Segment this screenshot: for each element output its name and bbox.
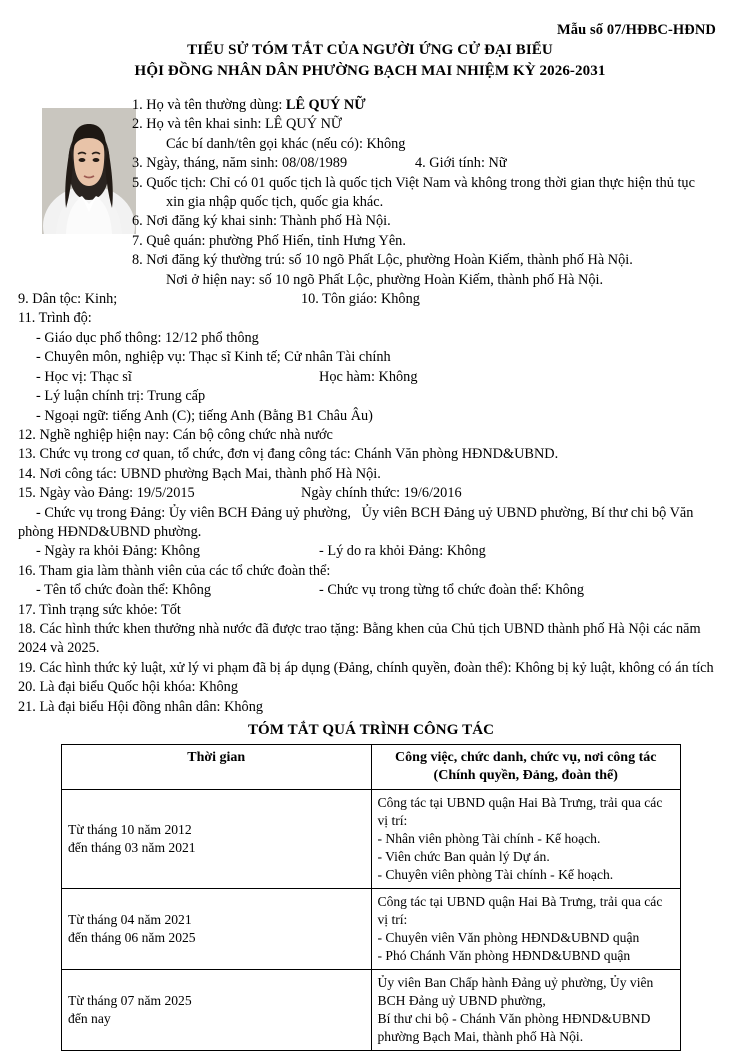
period-line-2: đến tháng 03 năm 2021: [68, 840, 196, 856]
table-row: [62, 790, 681, 889]
field-organization-position: - Chức vụ trong từng tổ chức đoàn thể: Không: [319, 582, 585, 599]
field-degree-title: [18, 368, 724, 387]
field-religion: 10. Tôn giáo: Không: [301, 291, 420, 308]
work-history-table: [61, 744, 681, 1051]
detail-line: Công tác tại UBND quận Hai Bà Trưng, trải qua các vị trí:: [377, 795, 666, 829]
field-awards-line1: 18. Các hình thức khen thưởng nhà nước đã được trao tặng: Bằng khen của Chủ tịch UBND thành phố Hà Nội các năm: [18, 620, 701, 637]
detail-line: - Phó Chánh Văn phòng HĐND&UBND quận: [377, 948, 631, 964]
field-position: 13. Chức vụ trong cơ quan, tổ chức, đơn vị đang công tác: Chánh Văn phòng HĐND&UBND.: [18, 446, 559, 463]
document-title: [0, 40, 740, 82]
field-party-position-line1: - Chức vụ trong Đảng: Ủy viên BCH Đảng uỷ phường, Ủy viên BCH Đảng uỷ UBND phường, Bí thư chi bộ Văn: [36, 504, 694, 521]
field-organizations: [18, 581, 724, 600]
detail-line: Ủy viên Ban Chấp hành Đảng uỷ phường, Ủy viên BCH Đảng uỷ UBND phường,: [377, 975, 657, 1009]
document-body: [18, 96, 724, 1051]
field-alias: Các bí danh/tên gọi khác (nếu có): Không: [166, 135, 406, 152]
period-line-1: Từ tháng 04 năm 2021: [68, 912, 192, 928]
period-line-1: Từ tháng 10 năm 2012: [68, 822, 192, 838]
field-general-education: - Giáo dục phổ thông: 12/12 phổ thông: [36, 329, 259, 346]
period-line-1: Từ tháng 07 năm 2025: [68, 993, 192, 1009]
field-ethnicity: 9. Dân tộc: Kinh;: [18, 291, 118, 308]
header-work-line1: Công việc, chức danh, chức vụ, nơi công tác: [395, 750, 657, 766]
header-period: Thời gian: [62, 745, 372, 790]
cell-details: [371, 790, 681, 889]
field-workplace: 14. Nơi công tác: UBND phường Bạch Mai, thành phố Hà Nội.: [18, 465, 381, 482]
field-party-position-line2: phòng HĐND&UBND phường.: [18, 523, 202, 540]
table-header-row: [62, 745, 681, 790]
field-national-assembly-deputy: 20. Là đại biểu Quốc hội khóa: Không: [18, 679, 238, 696]
field-discipline: 19. Các hình thức kỷ luật, xử lý vi phạm đã bị áp dụng (Đảng, chính quyền, đoàn thể): Không bị kỷ luật, không có án tích: [18, 659, 714, 676]
field-full-name-label: 1. Họ và tên thường dùng:: [132, 97, 286, 113]
field-professional-qualification: - Chuyên môn, nghiệp vụ: Thạc sĩ Kinh tế; Cử nhân Tài chính: [36, 349, 391, 366]
field-occupation: 12. Nghề nghiệp hiện nay: Cán bộ công chức nhà nước: [18, 426, 333, 443]
table-row: [62, 889, 681, 970]
field-party-exit-date: - Ngày ra khỏi Đảng: Không: [36, 543, 200, 560]
field-ethnicity-religion: [18, 290, 724, 309]
field-permanent-residence: 8. Nơi đăng ký thường trú: số 10 ngõ Phất Lộc, phường Hoàn Kiếm, thành phố Hà Nội.: [132, 252, 633, 269]
form-code: Mẫu số 07/HĐBC-HĐND: [557, 22, 716, 38]
field-nationality-line2: xin gia nhập quốc tịch, quốc gia khác.: [166, 194, 384, 211]
field-dob: 3. Ngày, tháng, năm sinh: 08/08/1989: [132, 155, 348, 172]
cell-details: [371, 889, 681, 970]
field-academic-degree: - Học vị: Thạc sĩ: [36, 368, 132, 385]
detail-line: - Chuyên viên Văn phòng HĐND&UBND quận: [377, 930, 640, 946]
cell-period: [62, 790, 372, 889]
detail-line: Công tác tại UBND quận Hai Bà Trưng, trải qua các vị trí:: [377, 894, 666, 928]
cell-period: [62, 889, 372, 970]
period-line-2: đến nay: [68, 1011, 111, 1027]
work-history-title: TÓM TẮT QUÁ TRÌNH CÔNG TÁC: [247, 722, 495, 738]
field-academic-title: Học hàm: Không: [319, 368, 418, 385]
field-party-join-date: 15. Ngày vào Đảng: 19/5/2015: [18, 485, 195, 502]
field-awards-line2: 2024 và 2025.: [18, 640, 100, 657]
field-full-name-value: LÊ QUÝ NỮ: [285, 97, 366, 113]
field-organizations-heading: 16. Tham gia làm thành viên của các tổ chức đoàn thể:: [18, 562, 331, 579]
field-birth-registration: 6. Nơi đăng ký khai sinh: Thành phố Hà Nội.: [132, 213, 391, 230]
cell-period: [62, 970, 372, 1051]
field-party-exit-reason: - Lý do ra khỏi Đảng: Không: [319, 543, 486, 560]
field-gender: 4. Giới tính: Nữ: [415, 155, 507, 172]
header-work: [371, 745, 681, 790]
field-health: 17. Tình trạng sức khỏe: Tốt: [18, 601, 181, 618]
period-line-2: đến tháng 06 năm 2025: [68, 930, 196, 946]
detail-line: - Chuyên viên phòng Tài chính - Kế hoạch.: [377, 867, 614, 883]
detail-line: Bí thư chi bộ - Chánh Văn phòng HĐND&UBND phường Bạch Mai, thành phố Hà Nội.: [377, 1011, 654, 1045]
field-party-exit: [18, 542, 724, 561]
field-hometown: 7. Quê quán: phường Phố Hiến, tỉnh Hưng Yên.: [132, 232, 406, 249]
field-foreign-language: - Ngoại ngữ: tiếng Anh (C); tiếng Anh (Bằng B1 Châu Âu): [36, 407, 373, 424]
field-dob-gender: [18, 154, 724, 173]
detail-line: - Nhân viên phòng Tài chính - Kế hoạch.: [377, 831, 601, 847]
header-work-line2: (Chính quyền, Đảng, đoàn thể): [433, 768, 618, 784]
field-current-residence: Nơi ở hiện nay: số 10 ngõ Phất Lộc, phường Hoàn Kiếm, thành phố Hà Nội.: [166, 271, 604, 288]
field-peoples-council-deputy: 21. Là đại biểu Hội đồng nhân dân: Không: [18, 698, 263, 715]
cell-details: [371, 970, 681, 1051]
field-party-dates: [18, 484, 724, 503]
field-education-heading: 11. Trình độ:: [18, 310, 92, 327]
field-birth-name: 2. Họ và tên khai sinh: LÊ QUÝ NỮ: [132, 116, 343, 133]
field-organization-name: - Tên tổ chức đoàn thể: Không: [36, 582, 212, 599]
title-line-2: HỘI ĐỒNG NHÂN DÂN PHƯỜNG BẠCH MAI NHIỆM KỲ 2026-2031: [134, 63, 606, 79]
title-line-1: TIỂU SỬ TÓM TẮT CỦA NGƯỜI ỨNG CỬ ĐẠI BIỂU: [187, 42, 553, 58]
field-party-official-date: Ngày chính thức: 19/6/2016: [301, 485, 462, 502]
field-political-theory: - Lý luận chính trị: Trung cấp: [36, 388, 206, 405]
detail-line: - Viên chức Ban quản lý Dự án.: [377, 849, 550, 865]
field-nationality-line1: 5. Quốc tịch: Chỉ có 01 quốc tịch là quốc tịch Việt Nam và không trong thời gian thực hiện thủ tục: [132, 174, 695, 191]
field-full-name: [18, 96, 724, 115]
table-row: [62, 970, 681, 1051]
